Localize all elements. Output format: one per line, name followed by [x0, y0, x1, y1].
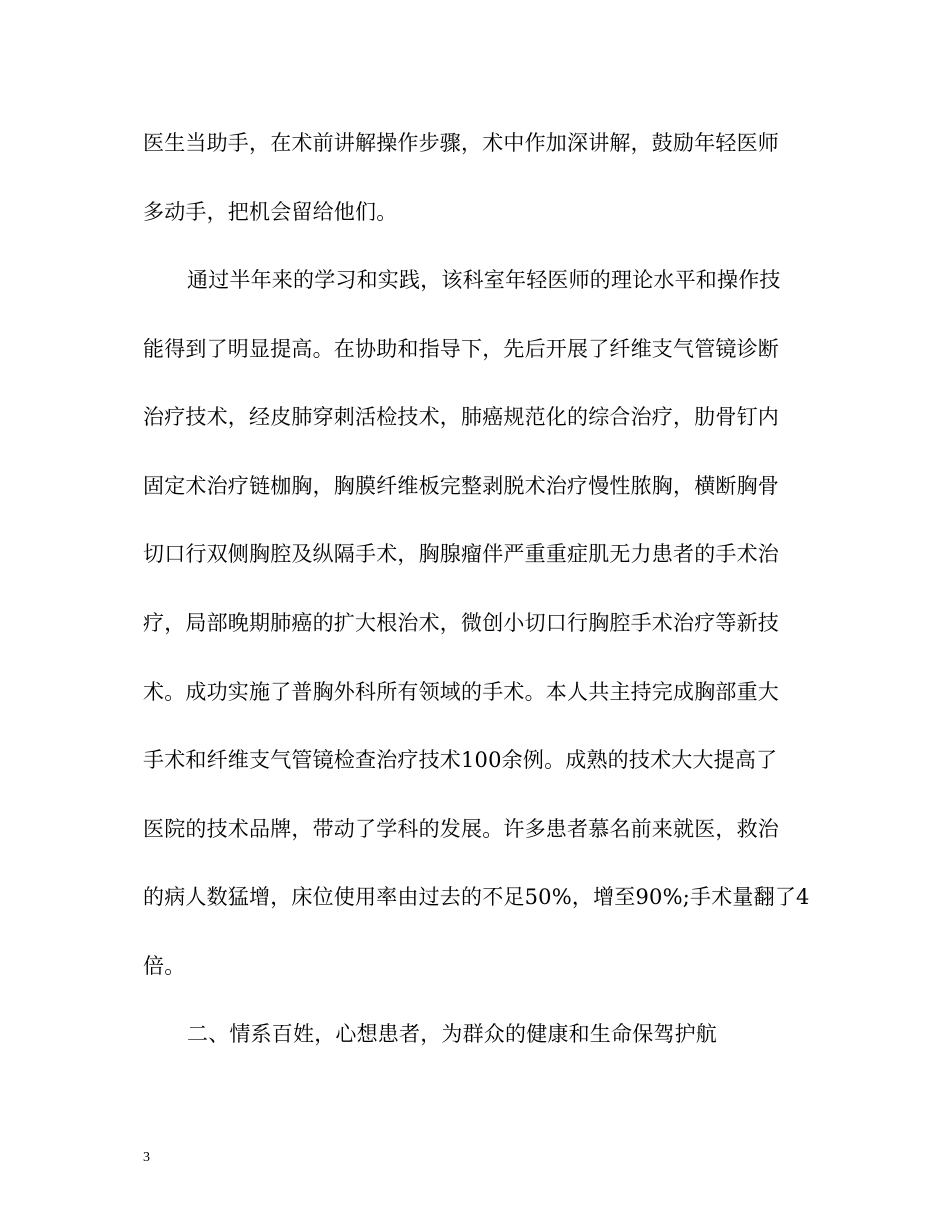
text-line-13: 倍。: [143, 954, 186, 978]
page-number: 3: [143, 1150, 150, 1165]
text-line-2: 多动手，把机会留给他们。: [143, 200, 398, 224]
paragraph-start-line: 通过半年来的学习和实践，该科室年轻医师的理论水平和操作技: [187, 268, 781, 292]
text-line-8: 疗，局部晚期肺癌的扩大根治术，微创小切口行胸腔手术治疗等新技: [143, 611, 779, 635]
text-line-5: 治疗技术，经皮肺穿刺活检技术，肺癌规范化的综合治疗，肋骨钉内: [143, 405, 779, 429]
text-line-11: 医院的技术品牌，带动了学科的发展。许多患者慕名前来就医，救治: [143, 817, 779, 841]
section-heading: 二、情系百姓，心想患者，为群众的健康和生命保驾护航: [187, 1022, 717, 1046]
text-line-4: 能得到了明显提高。在协助和指导下，先后开展了纤维支气管镜诊断: [143, 337, 779, 361]
text-line-10: 手术和纤维支气管镜检查治疗技术100余例。成熟的技术大大提高了: [143, 748, 778, 772]
text-line-9: 术。成功实施了普胸外科所有领域的手术。本人共主持完成胸部重大: [143, 680, 779, 704]
text-line-6: 固定术治疗链枷胸，胸膜纤维板完整剥脱术治疗慢性脓胸，横断胸骨: [143, 474, 779, 498]
text-line-12: 的病人数猛增，床位使用率由过去的不足50%，增至90%;手术量翻了4: [143, 885, 810, 909]
text-line-1: 医生当助手，在术前讲解操作步骤，术中作加深讲解，鼓励年轻医师: [143, 131, 779, 155]
text-line-7: 切口行双侧胸腔及纵隔手术，胸腺瘤伴严重重症肌无力患者的手术治: [143, 542, 779, 566]
